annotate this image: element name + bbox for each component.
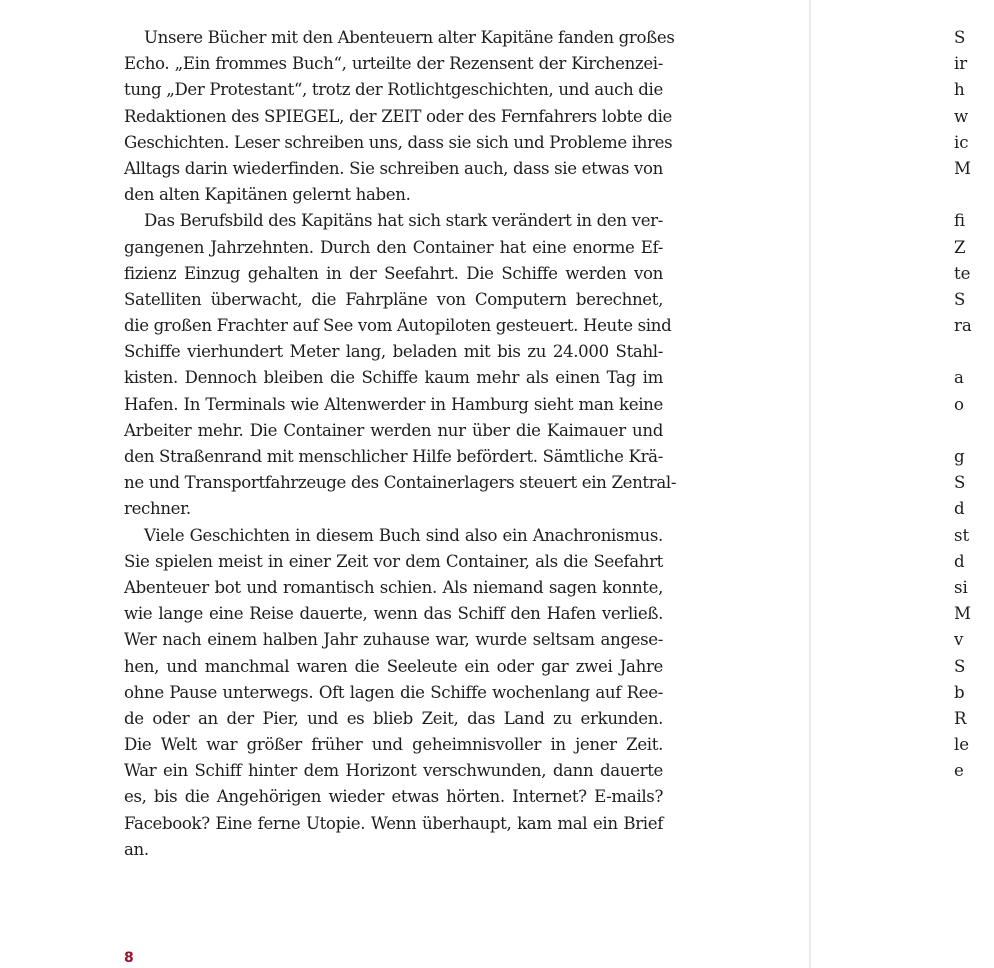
paragraph-2 xyxy=(124,208,677,522)
text-line-fragment xyxy=(954,182,994,208)
text-line-fragment: S xyxy=(954,473,966,493)
text-line: Die Welt war größer früher und geheimnisvoller in jener Zeit. xyxy=(124,735,663,755)
text-line: fizienz Einzug gehalten in der Seefahrt. Die Schiffe werden von xyxy=(124,263,663,283)
text-line: wie lange eine Reise dauerte, wenn das Schiff den Hafen verließ. xyxy=(124,604,663,624)
paragraph-3 xyxy=(124,523,663,863)
text-line: die großen Frachter auf See vom Autopiloten gesteuert. Heute sind xyxy=(124,316,672,336)
text-line: Alltags darin wiederfinden. Sie schreiben auch, dass sie etwas von xyxy=(124,158,663,178)
text-line-fragment: S xyxy=(954,656,966,676)
text-line-fragment: e xyxy=(954,761,964,781)
text-line-fragment: ir xyxy=(954,54,968,74)
text-line-fragment: M xyxy=(954,604,971,624)
text-line: es, bis die Angehörigen wieder etwas hörten. Internet? E-mails? xyxy=(124,787,663,807)
paragraph-1 xyxy=(124,25,675,208)
text-line: War ein Schiff hinter dem Horizont verschwunden, dann dauerte xyxy=(124,761,663,781)
text-line-fragment xyxy=(954,418,994,444)
text-line-fragment: R xyxy=(954,708,967,728)
text-line-fragment: h xyxy=(954,80,965,100)
text-line: Facebook? Eine ferne Utopie. Wenn überhaupt, kam mal ein Brief xyxy=(124,813,663,833)
text-line: Viele Geschichten in diesem Buch sind also ein Anachronismus. xyxy=(144,525,663,545)
text-line-fragment: a xyxy=(954,368,964,388)
text-line: den alten Kapitänen gelernt haben. xyxy=(124,185,411,205)
text-line-fragment: le xyxy=(954,735,970,755)
text-line-fragment: d xyxy=(954,499,965,519)
text-line: de oder an der Pier, und es blieb Zeit, das Land zu erkunden. xyxy=(124,708,663,728)
text-line: Unsere Bücher mit den Abenteuern alter Kapitäne fanden großes xyxy=(144,28,675,47)
text-line-fragment: Z xyxy=(954,237,966,257)
text-line: den Straßenrand mit menschlicher Hilfe befördert. Sämtliche Krä- xyxy=(124,447,663,466)
text-line: Schiffe vierhundert Meter lang, beladen mit bis zu 24.000 Stahl- xyxy=(124,342,663,362)
text-line-fragment: ra xyxy=(954,316,972,336)
text-line-fragment: v xyxy=(954,630,964,650)
text-line: Arbeiter mehr. Die Container werden nur über die Kaimauer und xyxy=(124,420,663,440)
text-line-fragment: fi xyxy=(954,211,966,231)
right-page xyxy=(811,0,972,968)
text-line: tung „Der Protestant“, trotz der Rotlichtgeschichten, und auch die xyxy=(124,80,663,100)
text-line: gangenen Jahrzehnten. Durch den Container hat eine enorme Ef- xyxy=(124,237,663,257)
text-line-fragment: M xyxy=(954,158,971,178)
text-line: an. xyxy=(124,839,149,859)
text-line-fragment: b xyxy=(954,682,965,702)
text-line: Das Berufsbild des Kapitäns hat sich stark verändert in den ver- xyxy=(144,211,663,231)
text-line: Sie spielen meist in einer Zeit vor dem Container, als die Seefahrt xyxy=(124,551,663,571)
text-line: Abenteuer bot und romantisch schien. Als niemand sagen konnte, xyxy=(124,577,663,597)
text-line: hen, und manchmal waren die Seeleute ein oder gar zwei Jahre xyxy=(124,656,663,676)
right-page-text xyxy=(954,25,994,784)
text-line-fragment: S xyxy=(954,28,966,47)
text-line: kisten. Dennoch bleiben die Schiffe kaum mehr als einen Tag im xyxy=(124,368,663,388)
text-line-fragment: S xyxy=(954,289,966,309)
page-number: 8 xyxy=(124,950,134,966)
text-line: Satelliten überwacht, die Fahrpläne von Computern berechnet, xyxy=(124,289,663,309)
text-line-fragment: g xyxy=(954,447,965,466)
text-line-fragment: st xyxy=(954,525,970,545)
text-line: ne und Transportfahrzeuge des Containerlagers steuert ein Zentral- xyxy=(124,473,677,493)
text-line-fragment: w xyxy=(954,106,969,126)
body-text xyxy=(124,25,677,863)
text-line-fragment: si xyxy=(954,577,968,597)
text-line: Redaktionen des SPIEGEL, der ZEIT oder des Fernfahrers lobte die xyxy=(124,106,673,126)
text-line-fragment: ic xyxy=(954,132,969,152)
text-line: Echo. „Ein frommes Buch“, urteilte der Rezensent der Kirchenzei- xyxy=(124,54,663,74)
text-line: ohne Pause unterwegs. Oft lagen die Schiffe wochenlang auf Ree- xyxy=(124,682,663,702)
text-line-fragment: te xyxy=(954,263,971,283)
text-line-fragment: o xyxy=(954,394,964,414)
text-line: Hafen. In Terminals wie Altenwerder in Hamburg sieht man keine xyxy=(124,394,663,414)
text-line: rechner. xyxy=(124,499,191,519)
text-line: Geschichten. Leser schreiben uns, dass sie sich und Probleme ihres xyxy=(124,132,673,152)
text-line-fragment xyxy=(954,339,994,365)
text-line-fragment: d xyxy=(954,551,965,571)
text-line: Wer nach einem halben Jahr zuhause war, wurde seltsam angese- xyxy=(124,630,663,650)
